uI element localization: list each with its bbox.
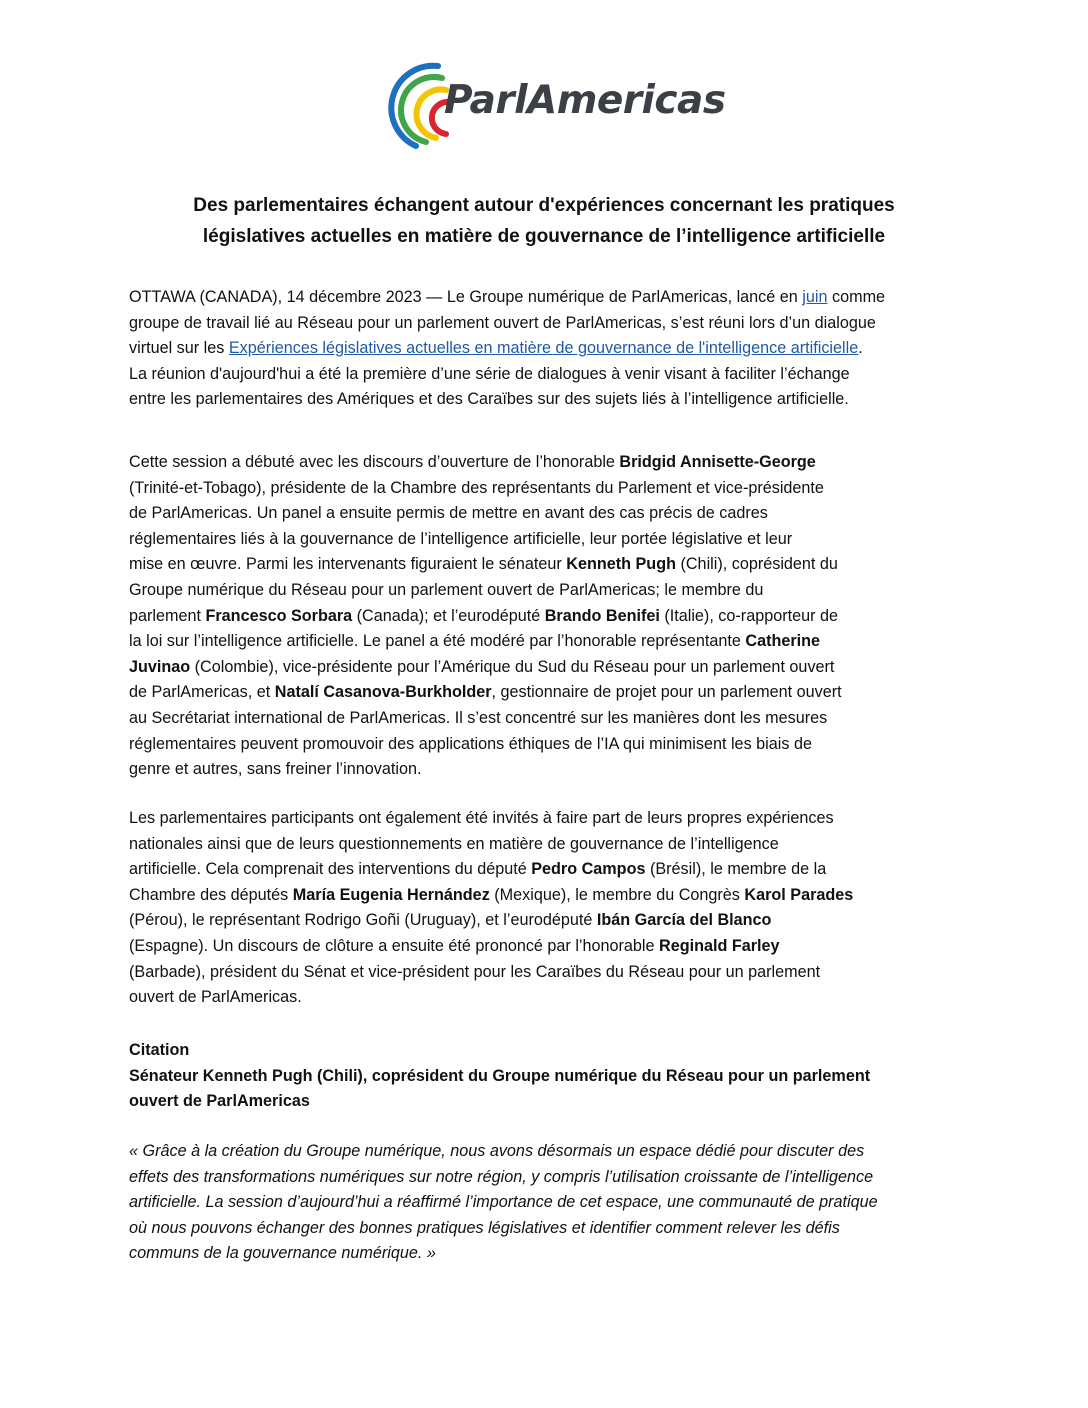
text: Chambre des députés xyxy=(129,885,293,904)
text: Groupe numérique du Réseau pour un parlement ouvert de ParlAmericas; le membre du xyxy=(129,580,764,599)
text: artificielle. Cela comprenait des interventions du député xyxy=(129,860,532,879)
text: parlement xyxy=(129,606,206,625)
text: de ParlAmericas. Un panel a ensuite permis de mettre en avant des cas précis de cadres xyxy=(129,504,768,523)
text: la loi sur l’intelligence artificielle. Le panel a été modéré par l’honorable représentante xyxy=(129,632,746,651)
quote-line: effets des transformations numériques sur notre région, y compris l’utilisation croissante de l’intelligence xyxy=(129,1167,874,1186)
page-title xyxy=(130,190,958,252)
text: réglementaires liés à la gouvernance de l’intelligence artificielle, leur portée législative et leur xyxy=(129,529,793,548)
citation-heading-block xyxy=(129,1038,969,1115)
text: (Canada); et l’eurodéputé xyxy=(352,606,545,625)
text: nationales ainsi que de leurs questionnements en matière de gouvernance de l’intelligence xyxy=(129,834,779,853)
speaker-name: Bridgid Annisette-George xyxy=(619,453,816,471)
link-juin[interactable]: juin xyxy=(802,288,828,306)
speaker-name: Natalí Casanova-Burkholder xyxy=(274,683,492,702)
speaker-name: Karol Parades xyxy=(744,885,854,904)
speaker-name: María Eugenia Hernández xyxy=(292,885,490,904)
text: (Espagne). Un discours de clôture a ensuite été prononcé par l’honorable xyxy=(129,936,660,955)
speaker-name: Reginald Farley xyxy=(659,936,780,955)
text: OTTAWA (CANADA), 14 décembre 2023 — Le Groupe numérique de ParlAmericas, lancé en xyxy=(129,288,803,306)
quote-paragraph xyxy=(129,1139,969,1267)
text: (Barbade), président du Sénat et vice-président pour les Caraïbes du Réseau pour un parlement xyxy=(129,962,821,981)
text: (Chili), coprésident du xyxy=(675,555,838,574)
text: . xyxy=(858,339,863,358)
text: réglementaires peuvent promouvoir des applications éthiques de l’IA qui minimisent les biais de xyxy=(129,734,812,753)
speaker-name: Francesco Sorbara xyxy=(205,606,353,625)
text: ouvert de ParlAmericas. xyxy=(129,988,302,1007)
text: , gestionnaire de projet pour un parlement ouvert xyxy=(491,683,842,702)
text: (Pérou), le représentant Rodrigo Goñi (Uruguay), et l’eurodéputé xyxy=(129,911,597,930)
speaker-name: Ibán García del Blanco xyxy=(596,911,772,930)
intro-paragraph xyxy=(129,285,969,413)
speaker-name: Pedro Campos xyxy=(531,860,646,879)
speaker-name: Brando Benifei xyxy=(544,606,660,625)
text: (Italie), co-rapporteur de xyxy=(659,606,838,625)
text: (Brésil), le membre de la xyxy=(645,860,827,879)
text: comme xyxy=(827,288,886,306)
text: groupe de travail lié au Réseau pour un parlement ouvert de ParlAmericas, s’est réuni lors d’un dialogue xyxy=(129,313,876,332)
title-line: législatives actuelles en matière de gouvernance de l’intelligence artificielle xyxy=(202,226,886,247)
logo-wordmark: ParlAmericas xyxy=(444,78,726,123)
citation-speaker: Sénateur Kenneth Pugh (Chili), coprésident du Groupe numérique du Réseau pour un parlement xyxy=(129,1066,871,1085)
participants-paragraph xyxy=(129,806,969,1011)
text: au Secrétariat international de ParlAmericas. Il s’est concentré sur les manières dont les mesures xyxy=(129,708,828,727)
text: Les parlementaires participants ont également été invités à faire part de leurs propres expériences xyxy=(129,809,834,827)
speaker-name: Catherine xyxy=(745,632,821,651)
speaker-name: Kenneth Pugh xyxy=(566,555,676,574)
text: (Colombie), vice-présidente pour l’Amérique du Sud du Réseau pour un parlement ouvert xyxy=(190,657,835,676)
citation-speaker: ouvert de ParlAmericas xyxy=(129,1092,310,1111)
text: de ParlAmericas, et xyxy=(129,683,275,702)
quote-line: artificielle. La session d’aujourd’hui a réaffirmé l’importance de cet espace, une communauté de pratique xyxy=(129,1193,878,1212)
text: virtuel sur les xyxy=(129,339,229,358)
quote-line: « Grâce à la création du Groupe numérique, nous avons désormais un espace dédié pour discuter des xyxy=(129,1142,865,1160)
text: genre et autres, sans freiner l’innovation. xyxy=(129,760,422,779)
text: (Trinité-et-Tobago), présidente de la Chambre des représentants du Parlement et vice-présidente xyxy=(129,478,824,497)
link-dialogue-event[interactable]: Expériences législatives actuelles en matière de gouvernance de l'intelligence artificielle xyxy=(228,339,859,358)
text: (Mexique), le membre du Congrès xyxy=(489,885,745,904)
quote-line: communs de la gouvernance numérique. » xyxy=(129,1244,436,1263)
citation-heading: Citation xyxy=(129,1041,190,1059)
text: La réunion d'aujourd'hui a été la première d’une série de dialogues à venir visant à faciliter l’échange xyxy=(129,364,850,383)
text: entre les parlementaires des Amériques et des Caraïbes sur des sujets liés à l’intelligence artificielle. xyxy=(129,390,849,409)
title-line: Des parlementaires échangent autour d'expériences concernant les pratiques xyxy=(193,195,895,216)
session-paragraph xyxy=(129,450,969,783)
quote-line: où nous pouvons échanger des bonnes pratiques législatives et identifier comment relever les défis xyxy=(129,1218,840,1237)
text: mise en œuvre. Parmi les intervenants figuraient le sénateur xyxy=(129,555,567,574)
speaker-name: Juvinao xyxy=(129,657,191,676)
text: Cette session a débuté avec les discours d’ouverture de l’honorable xyxy=(129,453,620,471)
parlamericas-logo xyxy=(380,58,726,154)
